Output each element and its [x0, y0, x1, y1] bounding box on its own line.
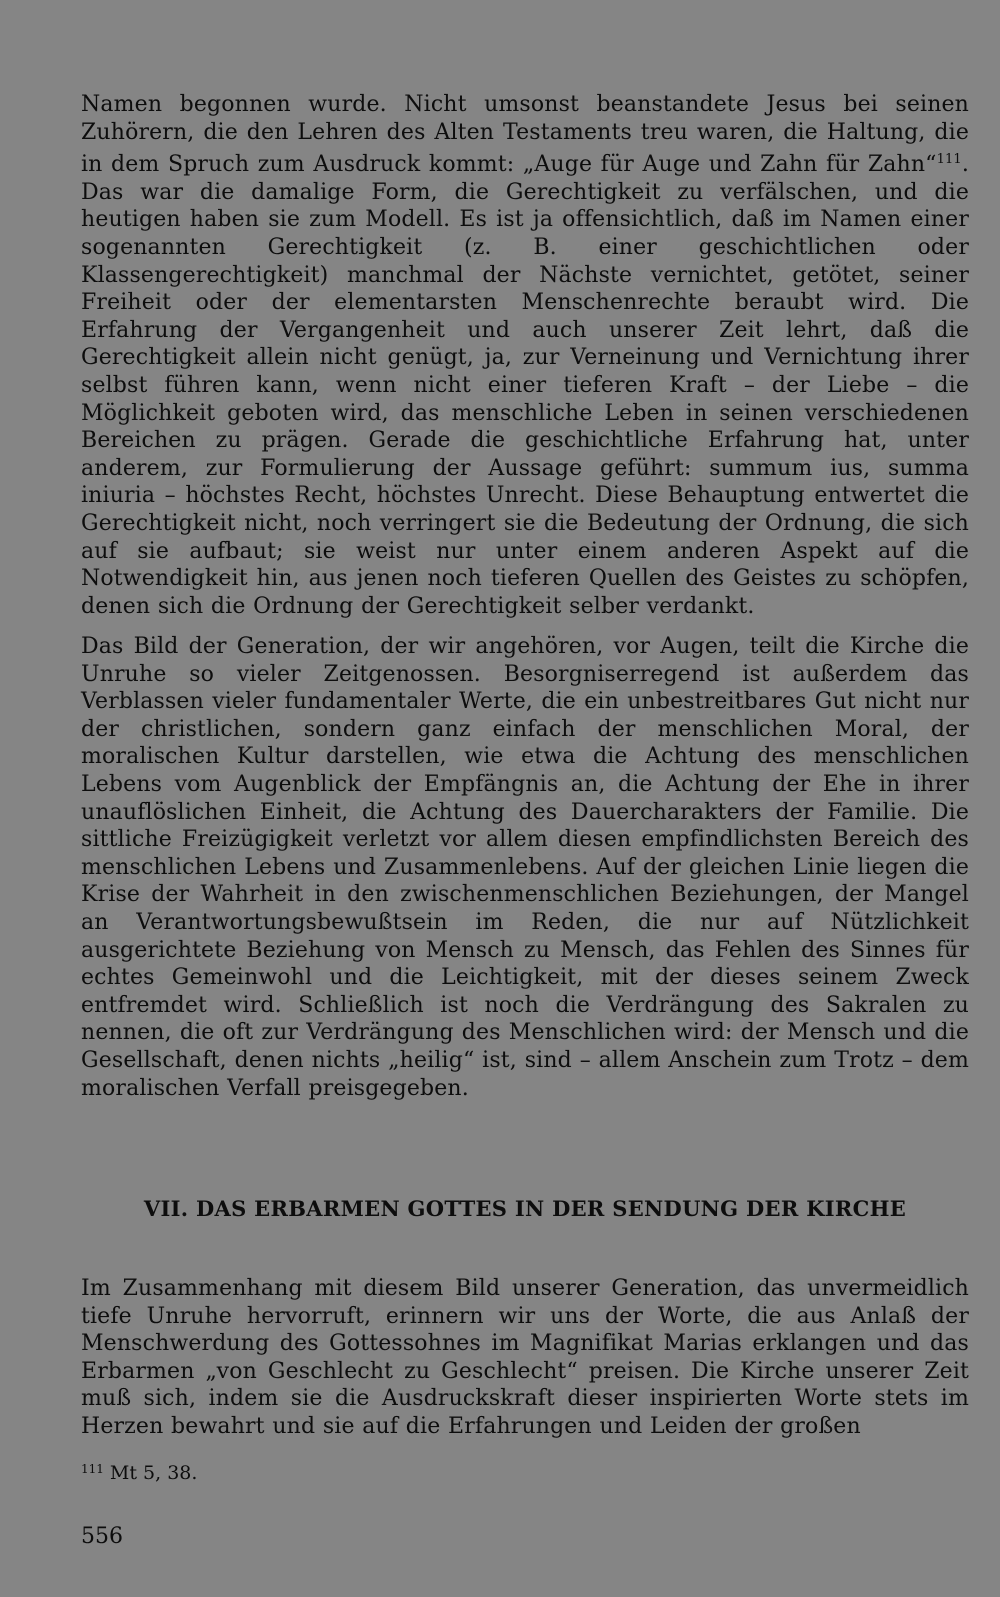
footnote-text: Mt 5, 38.: [109, 1462, 198, 1484]
footnote-number: 111: [81, 1462, 104, 1476]
paragraph-1-text-start: Namen begonnen wurde. Nicht umsonst beanstandete Jesus bei seinen Zuhörern, die den Lehren des Alten Testaments treu waren, die Haltung, die in dem Spruch zum Ausdruck kommt: „Auge für Auge und Zahn für Zahn“: [81, 92, 969, 178]
body-paragraph-2: Das Bild der Generation, der wir angehören, vor Augen, teilt die Kirche die Unruhe so vieler Zeitgenossen. Besorgniserregend ist außerdem das Verblassen vieler fundamentaler Werte, die ein unbestreitbares Gut nicht nur der christlichen, sondern ganz einfach der menschlichen Moral, der moralischen Kultur darstellen, wie etwa die Achtung des menschlichen Lebens vom Augenblick der Empfängnis an, die Achtung der Ehe in ihrer unauflöslichen Einheit, die Achtung des Dauercharakters der Familie. Die sittliche Freizügigkeit verletzt vor allem diesen empfindlichsten Bereich des menschlichen Lebens und Zusammenlebens. Auf der gleichen Linie liegen die Krise der Wahrheit in den zwischenmenschlichen Beziehungen, der Mangel an Verantwortungsbewußtsein im Reden, die nur auf Nützlichkeit ausgerichtete Beziehung von Mensch zu Mensch, das Fehlen des Sinnes für echtes Gemeinwohl und die Leichtigkeit, mit der dieses seinem Zweck entfremdet wird. Schließlich ist noch die Verdrängung des Sakralen zu nennen, die oft zur Verdrängung des Menschlichen wird: der Mensch und die Gesellschaft, denen nichts „heilig“ ist, sind – allem Anschein zum Trotz – dem moralischen Verfall preisgegeben.: [81, 634, 969, 1101]
page-number: 556: [81, 1524, 123, 1549]
body-paragraph-1: [81, 91, 969, 620]
footnote: [81, 1462, 197, 1484]
section-heading: VII. DAS ERBARMEN GOTTES IN DER SENDUNG DER KIRCHE: [143, 1196, 907, 1221]
paragraph-1-text-end: . Das war die damalige Form, die Gerechtigkeit zu verfälschen, und die heutigen haben sie zum Modell. Es ist ja offensichtlich, daß im Namen einer sogenannten Gerechtigkeit (z. B. einer geschichtlichen oder Klassengerechtigkeit) manchmal der Nächste vernichtet, getötet, seiner Freiheit oder der elementarsten Menschenrechte beraubt wird. Die Erfahrung der Vergangenheit und auch unserer Zeit lehrt, daß die Gerechtigkeit allein nicht genügt, ja, zur Verneinung und Vernichtung ihrer selbst führen kann, wenn nicht einer tieferen Kraft – der Liebe – die Möglichkeit geboten wird, das menschliche Leben in seinen verschiedenen Bereichen zu prägen. Gerade die geschichtliche Erfahrung hat, unter anderem, zur Formulierung der Aussage geführt: summum ius, summa iniuria – höchstes Recht, höchstes Unrecht. Diese Behauptung entwertet die Gerechtigkeit nicht, noch verringert sie die Bedeutung der Ordnung, die sich auf sie aufbaut; sie weist nur unter einem anderen Aspekt auf die Notwendigkeit hin, aus jenen noch tieferen Quellen des Geistes zu schöpfen, denen sich die Ordnung der Gerechtigkeit selber verdankt.: [81, 152, 969, 619]
body-paragraph-3: Im Zusammenhang mit diesem Bild unserer Generation, das unvermeidlich tiefe Unruhe hervorruft, erinnern wir uns der Worte, die aus Anlaß der Menschwerdung des Gottessohnes im Magnifikat Marias erklangen und das Erbarmen „von Geschlecht zu Geschlecht“ preisen. Die Kirche unserer Zeit muß sich, indem sie die Ausdruckskraft dieser inspirierten Worte stets im Herzen bewahrt und sie auf die Erfahrungen und Leiden der großen: [81, 1276, 969, 1439]
footnote-reference: 111: [936, 152, 962, 168]
